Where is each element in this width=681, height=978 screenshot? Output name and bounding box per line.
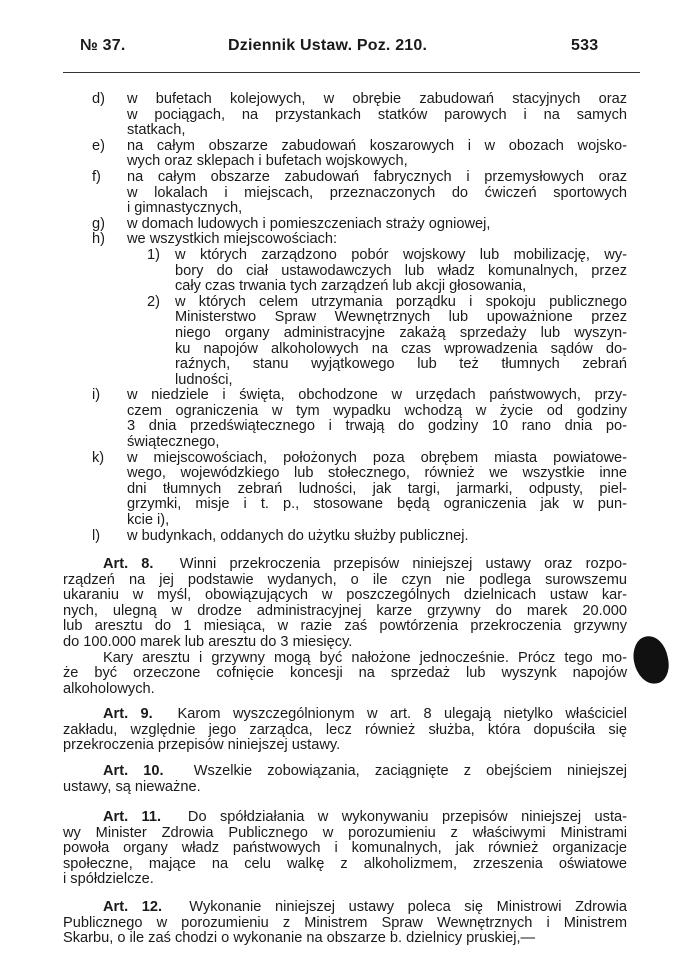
text-line: [63, 557, 627, 573]
issue-number: № 37.: [80, 37, 126, 54]
text-line: nych, ulegną w drodze administracyjnej karze grzywny do marek 20.000: [63, 602, 627, 619]
paragraph: [63, 707, 627, 754]
text-line: alkoholowych.: [63, 680, 155, 697]
text-line: cały czas trwania tych zarządzeń lub akcji głosowania,: [175, 278, 527, 295]
article-number: Art. 8.: [103, 556, 154, 572]
text-line: powoła organy władz państwowych i komunalnych, jak również organizacje: [63, 840, 627, 857]
item-label: h): [92, 231, 105, 248]
text-line: Kary aresztu i grzywny mogą być nałożone jednocześnie. Prócz tego mo-: [103, 649, 627, 666]
text-line: w bufetach kolejowych, w obrębie zabudowań stacyjnych oraz: [127, 91, 627, 107]
text: Do spółdziałania w wykonywaniu przepisów niniejszej usta-: [187, 809, 628, 825]
item-label: e): [92, 137, 105, 154]
text-line: ku napojów alkoholowych na czas wprowadzenia sądów do-: [175, 340, 627, 357]
list-item: [92, 527, 627, 545]
paragraph: [63, 810, 627, 888]
article-number: Art. 9.: [103, 706, 153, 722]
article: [63, 900, 627, 947]
text-line: zakładu, względnie jego zarządca, lecz również służba, która dopuściła się: [63, 721, 627, 738]
text-line: w budynkach, oddanych do użytku służby publicznej.: [127, 527, 469, 544]
list-item: [92, 387, 627, 451]
sub-list-item: [147, 246, 627, 295]
text-line: dni tłumnych zebrań ludności, jak targi, jarmarki, odpusty, piel-: [127, 480, 627, 497]
text-line: na całym obszarze zabudowań koszarowych i w obozach wojsko-: [127, 137, 627, 154]
text-line: 3 dnia przedświątecznego i trwają do godziny 10 rano dnia po-: [127, 418, 627, 435]
text: Karom wyszczególnionym w art. 8 ulegają nietylko właściciel: [177, 706, 627, 722]
ink-stain: [630, 633, 672, 686]
text-line: [63, 764, 627, 780]
sub-item-label: 2): [147, 293, 160, 310]
text-line: przekroczenia przepisów niniejszej ustawy.: [63, 737, 341, 754]
text-line: Publicznego w porozumieniu z Ministrem Spraw Wewnętrznych i Ministrem: [63, 914, 627, 931]
text-line: Skarbu, o ile zaś chodzi o wykonanie na obszarze b. dzielnicy pruskiej,—: [63, 930, 536, 947]
text-line: wy Minister Zdrowia Publicznego w porozumieniu z właściwymi Ministrami: [63, 824, 627, 841]
text-line: Ministerstwo Spraw Wewnętrznych lub upoważnione przez: [175, 309, 627, 326]
text-line: raźnych, stanu wyjątkowego lub też tłumnych zebrań: [175, 356, 627, 373]
item-label: f): [92, 168, 101, 185]
text: Wszelkie zobowiązania, zaciągnięte z obejściem niniejszej: [193, 763, 628, 779]
article-number: Art. 12.: [103, 899, 163, 915]
item-label: i): [92, 387, 101, 404]
article: [63, 557, 627, 697]
article-number: Art. 11.: [103, 809, 162, 825]
text-line: niego organy administracyjne zakażą sprzedaży lub wyszyn-: [175, 324, 627, 341]
text-line: czem ograniczenia w tym wypadku wchodzą w życie od godziny: [127, 402, 627, 419]
text-line: wych oraz sklepach i bufetach wojskowych,: [127, 153, 408, 170]
item-label: g): [92, 215, 105, 232]
text-line: w lokalach i miejscach, przeznaczonych do ćwiczeń sportowych: [127, 184, 627, 201]
text-line: w niedziele i święta, obchodzone w urzędach państwowych, przy-: [127, 387, 627, 404]
item-label: l): [92, 527, 101, 544]
list-item: [92, 231, 627, 388]
list-item: [92, 137, 627, 170]
sub-list-item: [147, 293, 627, 389]
text-line: [63, 900, 627, 916]
text-line: wego, wojewódzkiego lub stołecznego, również we wszystkie inne: [127, 465, 627, 482]
text-line: w których zarządzono pobór wojskowy lub mobilizację, wy-: [175, 246, 627, 263]
sub-item-label: 1): [147, 246, 160, 263]
text-line: świątecznego,: [127, 434, 220, 451]
list-item: [92, 215, 627, 233]
text-line: społeczne, mające na celu walkę z alkoholizmem, zrzeszenia oświatowe: [63, 855, 627, 872]
text-line: we wszystkich miejscowościach:: [127, 231, 338, 248]
article: [63, 810, 627, 888]
item-label: k): [92, 449, 105, 466]
paragraph: [63, 764, 627, 795]
text-line: w których celem utrzymania porządku i spokoju publicznego: [175, 293, 627, 310]
text-line: ustawy, są nieważne.: [63, 778, 201, 795]
article: [63, 707, 627, 754]
paragraph: [63, 651, 627, 698]
text-line: do 100.000 marek lub aresztu do 3 miesięcy.: [63, 633, 353, 650]
text-line: [63, 707, 627, 723]
text-line: w pociągach, na przystankach statków parowych i na samych: [127, 106, 627, 123]
text-line: w domach ludowych i pomieszczeniach straży ogniowej,: [127, 215, 491, 232]
text-line: bory do ciał ustawodawczych lub władz komunalnych, przez: [175, 262, 627, 279]
text: Winni przekroczenia przepisów niniejszej ustawy oraz rozpo-: [179, 556, 628, 572]
list-item: [92, 449, 627, 529]
text-line: ukaraniu w myśl, obowiązujących w poszczególnych dzielnicach ustaw kar-: [63, 587, 627, 604]
paragraph: [63, 557, 627, 651]
page-number: 533: [571, 37, 599, 54]
enumerated-list: [92, 91, 627, 544]
list-item: [92, 168, 627, 217]
text-line: [63, 810, 627, 826]
header-rule: [63, 72, 640, 73]
text-line: statkach,: [127, 122, 186, 139]
text-line: że być orzeczone cofnięcie koncesji na sprzedaż lub wyszynk napojów: [63, 665, 627, 682]
paragraph: [63, 900, 627, 947]
text-line: i spółdzielcze.: [63, 871, 154, 888]
list-item: [92, 91, 627, 139]
article-number: Art. 10.: [103, 763, 164, 779]
text: Wykonanie niniejszej ustawy poleca się Ministrowi Zdrowia: [189, 899, 627, 915]
journal-title: Dziennik Ustaw. Poz. 210.: [228, 37, 428, 54]
text-line: lub aresztu do 1 miesiąca, w razie zaś powtórzenia przekroczenia grzywny: [63, 618, 627, 635]
text-line: na całym obszarze zabudowań fabrycznych i przemysłowych oraz: [127, 168, 627, 185]
text-line: kcie i),: [127, 512, 170, 529]
text-line: ludności,: [175, 371, 233, 388]
text-line: grzymki, misje i t. p., stosowane będą ograniczenia jak w pun-: [127, 496, 627, 513]
text-line: rządzeń na jej podstawie wydanych, o ile czyn nie podlega surowszemu: [63, 571, 627, 588]
text-line: i gimnastycznych,: [127, 200, 243, 217]
item-label: d): [92, 91, 105, 107]
article: [63, 764, 627, 795]
text-line: w miejscowościach, położonych poza obrębem miasta powiatowe-: [127, 449, 627, 466]
